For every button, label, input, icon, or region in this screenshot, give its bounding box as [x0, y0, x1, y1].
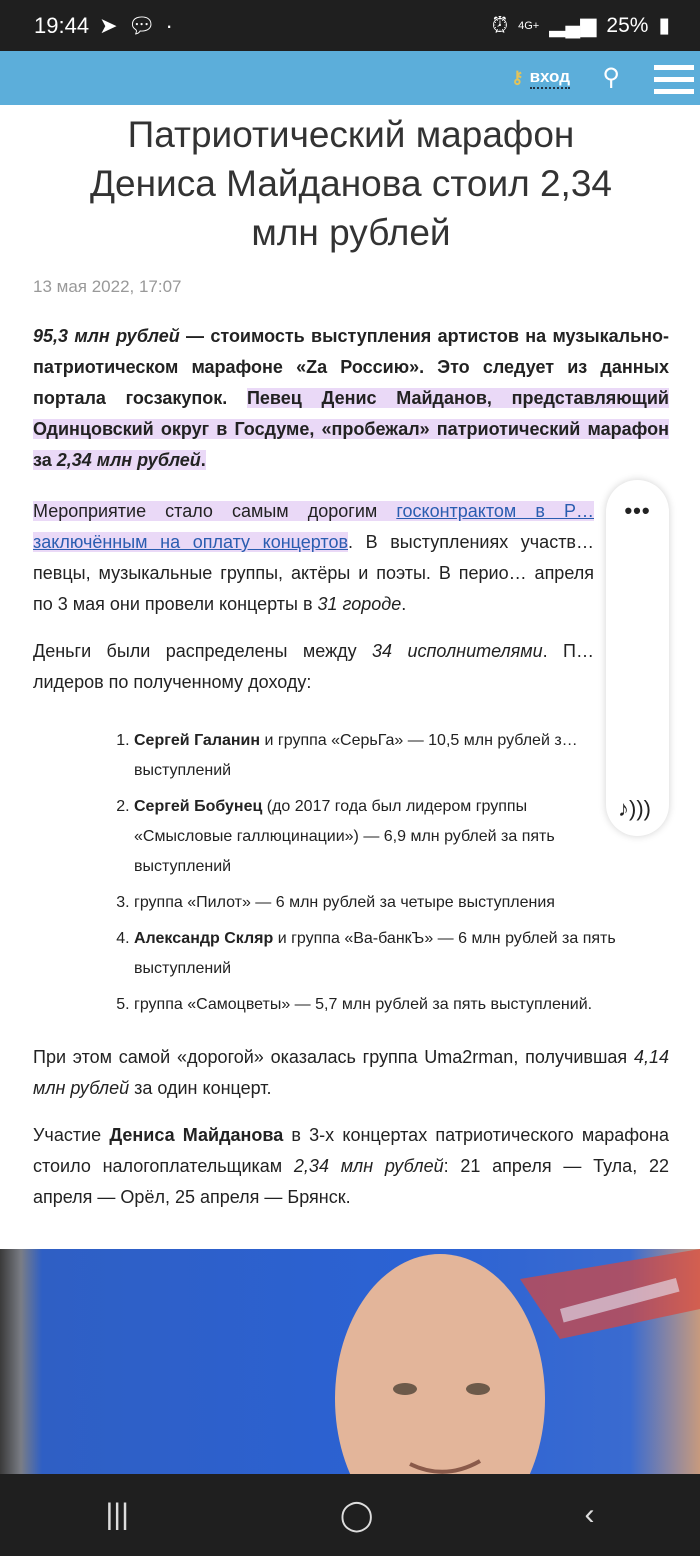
login-button[interactable]	[511, 67, 570, 89]
login-label: вход	[530, 67, 570, 89]
hamburger-menu-icon[interactable]	[654, 65, 694, 101]
list-item: 4. Александр Скляр и группа «Ва-банкЪ» — 6 млн рублей за пять выступлений	[134, 924, 669, 984]
paragraph-2: Мероприятие стало самым дорогим госконтрактом в Р… заключённым на оплату концертов. В выступлениях участв… певцы, музыкальные группы, актёры и поэты. В перио… апреля по 3 мая они провели концерты в 31 городе.	[33, 501, 594, 614]
telegram-icon: ➤	[99, 12, 118, 38]
paragraph-5: Участие Дениса Майданова в 3-х концертах патриотического марафона стоило налогоплательщикам 2,34 млн рублей: 21 апреля — Тула, 22 апреля — Орёл, 25 апреля — Брянск.	[33, 1125, 670, 1207]
floating-reader-panel	[606, 480, 669, 836]
article-content	[0, 110, 700, 1554]
key-icon: ⚷	[511, 68, 524, 87]
message-icon: 💬︎	[127, 12, 156, 38]
battery-level: 25%	[606, 13, 649, 37]
paragraph-1: 95,3 млн рублей — стоимость выступления артистов на музыкально-патриотическом марафоне «Za Россию». Это следует из данных портала госзакупок. Певец Денис Майданов, представляющий Одинцовский округ в Госдуме, «пробежал» патриотический марафон за 2,34 млн рублей.	[33, 326, 669, 470]
status-bar	[0, 0, 700, 51]
home-button[interactable]: ◯	[339, 1498, 374, 1532]
list-item: 2. Сергей Бобунец (до 2017 года был лидером группы «Смысловые галлюцинации») — 6,9 млн рублей за пять выступлений	[134, 792, 669, 882]
paragraph-4: При этом самой «дорогой» оказалась группа Uma2rman, получившая 4,14 млн рублей за один концерт.	[33, 1047, 669, 1098]
list-item: 5. группа «Самоцветы» — 5,7 млн рублей за пять выступлений.	[134, 990, 669, 1020]
android-nav-bar	[0, 1474, 700, 1556]
clock: 19:44	[34, 12, 90, 38]
article-date: 13 мая 2022, 17:07	[33, 277, 182, 296]
search-icon[interactable]: ⚲	[602, 64, 620, 91]
dot-icon: ·	[165, 12, 173, 38]
paragraph-3: Деньги были распределены между 34 исполнителями. П… лидеров по полученному доходу:	[33, 641, 594, 692]
more-options-icon[interactable]: •••	[624, 498, 651, 523]
signal-icon: ▂▄▆	[549, 14, 597, 37]
list-item: 1. Сергей Галанин и группа «СерьГа» — 10,5 млн рублей з… выступлений	[134, 726, 669, 786]
contract-link[interactable]: госконтрактом в Р… заключённым на оплату концертов	[33, 501, 594, 552]
leaders-list	[104, 726, 669, 1020]
site-header	[0, 51, 700, 105]
battery-icon: ▮	[658, 14, 670, 37]
network-label: 4G+	[518, 19, 540, 32]
list-item: 3. группа «Пилот» — 6 млн рублей за четыре выступления	[134, 888, 669, 918]
recent-apps-button[interactable]: |||	[105, 1498, 129, 1531]
article-title: Патриотический марафон Дениса Майданова стоил 2,34 млн рублей	[89, 114, 612, 253]
text-to-speech-icon[interactable]: ♪)))	[618, 796, 651, 821]
back-button[interactable]: ‹	[584, 1498, 595, 1531]
alarm-icon: ⏰︎	[491, 13, 509, 37]
